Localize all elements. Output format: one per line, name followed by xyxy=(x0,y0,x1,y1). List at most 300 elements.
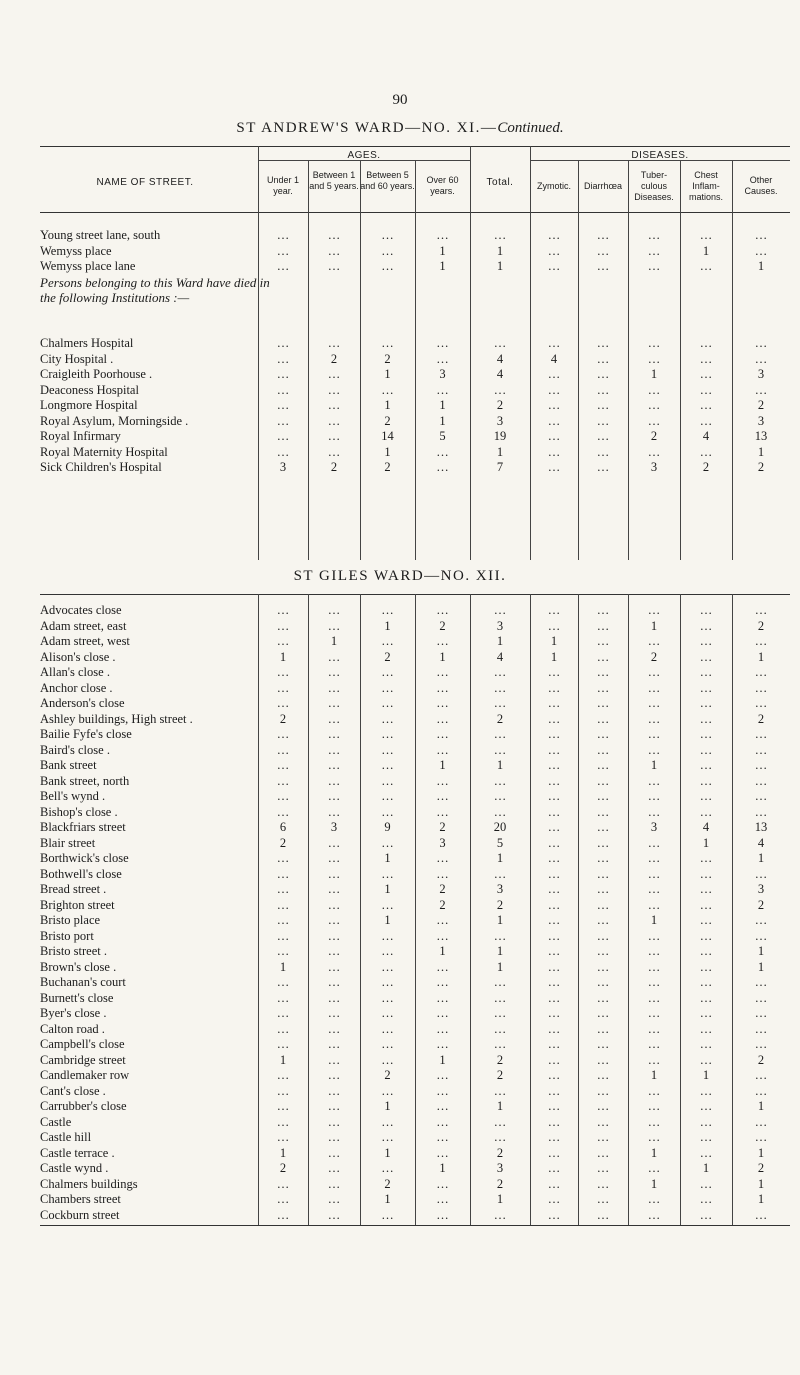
cell-value: … xyxy=(596,866,610,881)
cell-value: … xyxy=(596,243,610,258)
header-diarrhoea: Diarrhœa xyxy=(583,181,622,191)
cell-value: … xyxy=(276,913,290,927)
table-row xyxy=(40,789,790,805)
cell-value: … xyxy=(327,1145,341,1160)
cell-value: … xyxy=(327,228,341,242)
cell-value: … xyxy=(699,975,713,989)
header-age-over60: Over 60 years. xyxy=(426,175,459,196)
header-age-under1: Under 1 year. xyxy=(266,175,300,196)
cell-value: … xyxy=(436,1176,449,1191)
cell-value: 1 xyxy=(496,634,504,648)
cell-value: … xyxy=(699,634,713,648)
cell-value: 2 xyxy=(496,1052,504,1067)
street-name: Wemyss place xyxy=(40,243,112,258)
cell-value: … xyxy=(327,742,341,757)
cell-value: … xyxy=(699,882,713,896)
cell-value: 13 xyxy=(754,820,768,834)
cell-value: … xyxy=(276,882,290,896)
cell-value: … xyxy=(699,351,713,366)
table-row xyxy=(40,712,790,728)
cell-value: … xyxy=(276,696,290,710)
cell-value: 2 xyxy=(279,835,287,850)
cell-value: … xyxy=(327,398,341,412)
street-name: Brighton street xyxy=(40,897,115,912)
cell-value: … xyxy=(647,413,661,428)
cell-value: … xyxy=(547,243,561,258)
cell-value: 1 xyxy=(439,259,446,273)
cell-value: … xyxy=(547,1145,561,1160)
cell-value: … xyxy=(754,243,768,258)
cell-value: … xyxy=(493,866,507,881)
table-row xyxy=(40,851,790,867)
cell-value: … xyxy=(699,649,713,664)
cell-value: 1 xyxy=(279,1052,287,1067)
cell-value: … xyxy=(699,913,713,927)
cell-value: 1 xyxy=(702,1068,710,1082)
cell-value: 1 xyxy=(279,959,287,974)
cell-value: … xyxy=(493,382,507,397)
street-name: Baird's close . xyxy=(40,742,110,757)
cell-value: … xyxy=(381,711,394,726)
cell-value: … xyxy=(327,835,341,850)
cell-value: … xyxy=(436,336,449,350)
table-row xyxy=(40,1192,790,1208)
cell-value: 1 xyxy=(439,1052,446,1067)
table-row xyxy=(40,665,790,681)
cell-value: … xyxy=(547,975,561,989)
table-row xyxy=(40,414,790,430)
cell-value: … xyxy=(381,382,394,397)
table-row xyxy=(40,445,790,461)
cell-value: 1 xyxy=(330,634,338,648)
cell-value: … xyxy=(596,1021,610,1036)
cell-value: … xyxy=(596,649,610,664)
cell-value: … xyxy=(436,959,449,974)
cell-value: … xyxy=(547,1114,561,1129)
cell-value: … xyxy=(647,866,661,881)
cell-value: 1 xyxy=(757,959,765,974)
cell-value: … xyxy=(596,975,610,989)
cell-value: 2 xyxy=(384,460,391,474)
cell-value: … xyxy=(754,928,768,943)
cell-value: … xyxy=(754,1021,768,1036)
cell-value: … xyxy=(596,1099,610,1113)
cell-value: … xyxy=(699,851,713,865)
cell-value: … xyxy=(547,680,561,695)
cell-value: … xyxy=(381,1021,394,1036)
cell-value: 1 xyxy=(757,851,765,865)
cell-value: … xyxy=(699,758,713,772)
cell-value: … xyxy=(547,866,561,881)
header-diseases: DISEASES. xyxy=(631,150,689,161)
cell-value: 1 xyxy=(384,1099,391,1113)
cell-value: … xyxy=(647,1114,661,1129)
cell-value: 1 xyxy=(439,758,446,772)
cell-value: … xyxy=(596,773,610,788)
table-row xyxy=(40,429,790,445)
cell-value: 3 xyxy=(496,1161,504,1175)
cell-value: … xyxy=(381,1006,394,1020)
cell-value: … xyxy=(327,367,341,381)
street-name: Byer's close . xyxy=(40,1006,107,1020)
street-name: Campbell's close xyxy=(40,1037,125,1051)
table-row xyxy=(40,1053,790,1069)
cell-value: … xyxy=(436,1192,449,1206)
table-row xyxy=(40,898,790,914)
cell-value: … xyxy=(381,634,394,648)
street-name: Adam street, west xyxy=(40,634,130,648)
header-total: Total. xyxy=(486,177,514,188)
cell-value: … xyxy=(754,351,768,366)
street-name: Bank street, north xyxy=(40,773,130,788)
cell-value: … xyxy=(754,727,768,741)
cell-value: … xyxy=(436,990,449,1005)
page-title xyxy=(0,120,800,137)
cell-value: … xyxy=(647,804,661,819)
cell-value: 2 xyxy=(384,1176,391,1191)
cell-value: … xyxy=(547,259,561,273)
cell-value: … xyxy=(699,680,713,695)
cell-value: … xyxy=(647,851,661,865)
cell-value: … xyxy=(327,649,341,664)
cell-value: … xyxy=(596,259,610,273)
cell-value: … xyxy=(699,1037,713,1051)
cell-value: 1 xyxy=(384,398,391,412)
cell-value: … xyxy=(699,1176,713,1191)
cell-value: 2 xyxy=(330,351,338,366)
cell-value: … xyxy=(276,1006,290,1020)
table-row xyxy=(40,882,790,898)
cell-value: 1 xyxy=(757,259,765,273)
street-name: Young street lane, south xyxy=(40,228,161,242)
street-name: Bothwell's close xyxy=(40,866,122,881)
cell-value: … xyxy=(547,758,561,772)
cell-value: … xyxy=(547,228,561,242)
cell-value: … xyxy=(547,959,561,974)
cell-value: … xyxy=(754,773,768,788)
cell-value: … xyxy=(547,444,561,459)
cell-value: … xyxy=(436,1006,449,1020)
cell-value: … xyxy=(647,382,661,397)
cell-value: … xyxy=(436,742,449,757)
cell-value: … xyxy=(754,758,768,772)
cell-value: … xyxy=(493,727,507,741)
table-row xyxy=(40,743,790,759)
cell-value: … xyxy=(754,1037,768,1051)
cell-value: … xyxy=(436,665,449,679)
cell-value: … xyxy=(596,913,610,927)
cell-value: 2 xyxy=(384,649,391,664)
title-continued: Continued. xyxy=(497,120,564,136)
section-a-rows xyxy=(40,228,790,275)
cell-value: … xyxy=(547,711,561,726)
cell-value: 1 xyxy=(496,913,504,927)
cell-value: … xyxy=(381,680,394,695)
cell-value: 1 xyxy=(650,758,658,772)
cell-value: … xyxy=(596,1114,610,1129)
cell-value: … xyxy=(547,1192,561,1206)
cell-value: … xyxy=(493,789,507,803)
cell-value: … xyxy=(327,804,341,819)
street-name: Buchanan's court xyxy=(40,975,126,989)
cell-value: 1 xyxy=(650,1068,658,1082)
cell-value: … xyxy=(699,367,713,381)
table-row xyxy=(40,383,790,399)
cell-value: … xyxy=(547,1207,561,1222)
cell-value: … xyxy=(647,835,661,850)
cell-value: … xyxy=(647,1006,661,1020)
cell-value: … xyxy=(436,1037,449,1051)
cell-value: … xyxy=(596,680,610,695)
cell-value: … xyxy=(436,444,449,459)
cell-value: … xyxy=(699,727,713,741)
cell-value: … xyxy=(699,711,713,726)
cell-value: … xyxy=(699,897,713,912)
street-name: Anchor close . xyxy=(40,680,113,695)
table-row xyxy=(40,634,790,650)
cell-value: … xyxy=(547,789,561,803)
cell-value: … xyxy=(493,990,507,1005)
street-name: Bishop's close . xyxy=(40,804,118,819)
cell-value: … xyxy=(493,1083,507,1098)
cell-value: … xyxy=(547,382,561,397)
cell-value: 3 xyxy=(496,413,504,428)
cell-value: … xyxy=(327,990,341,1005)
cell-value: … xyxy=(699,804,713,819)
cell-value: … xyxy=(699,1192,713,1206)
header-other: Other Causes. xyxy=(744,175,778,196)
cell-value: 4 xyxy=(702,429,710,443)
cell-value: … xyxy=(327,243,341,258)
cell-value: … xyxy=(596,1083,610,1098)
cell-value: … xyxy=(327,382,341,397)
cell-value: 1 xyxy=(650,1145,658,1160)
cell-value: … xyxy=(647,882,661,896)
cell-value: … xyxy=(276,1021,290,1036)
cell-value: 2 xyxy=(496,1145,504,1160)
cell-value: … xyxy=(436,680,449,695)
street-name: Allan's close . xyxy=(40,665,110,679)
cell-value: 3 xyxy=(439,835,446,850)
cell-value: … xyxy=(699,603,713,617)
cell-value: … xyxy=(436,866,449,881)
cell-value: … xyxy=(647,773,661,788)
cell-value: 2 xyxy=(439,897,446,912)
cell-value: … xyxy=(327,758,341,772)
street-name: Bristo street . xyxy=(40,944,108,958)
table-row xyxy=(40,1177,790,1193)
table-row xyxy=(40,619,790,635)
cell-value: … xyxy=(699,1099,713,1113)
cell-value: … xyxy=(436,1099,449,1113)
section2-title: ST GILES WARD—NO. XII. xyxy=(293,568,507,584)
cell-value: … xyxy=(276,990,290,1005)
cell-value: … xyxy=(327,665,341,679)
cell-value: … xyxy=(699,1006,713,1020)
cell-value: … xyxy=(547,665,561,679)
cell-value: … xyxy=(596,1037,610,1051)
table-row xyxy=(40,259,790,275)
street-name: Brown's close . xyxy=(40,959,117,974)
cell-value: … xyxy=(647,603,661,617)
cell-value: … xyxy=(436,460,449,474)
table-row xyxy=(40,1115,790,1131)
cell-value: 1 xyxy=(650,913,658,927)
cell-value: … xyxy=(699,1052,713,1067)
cell-value: 1 xyxy=(384,618,391,633)
cell-value: … xyxy=(754,680,768,695)
cell-value: … xyxy=(596,665,610,679)
street-name: Castle wynd . xyxy=(40,1161,109,1175)
cell-value: … xyxy=(327,1176,341,1191)
cell-value: … xyxy=(327,1192,341,1206)
cell-value: … xyxy=(647,990,661,1005)
table-row xyxy=(40,1037,790,1053)
cell-value: … xyxy=(327,789,341,803)
cell-value: … xyxy=(754,228,768,242)
table-row xyxy=(40,244,790,260)
cell-value: … xyxy=(699,444,713,459)
cell-value: 3 xyxy=(496,618,504,633)
street-name: Royal Asylum, Morningside . xyxy=(40,413,189,428)
cell-value: … xyxy=(547,851,561,865)
cell-value: … xyxy=(276,851,290,865)
cell-value: … xyxy=(754,804,768,819)
cell-value: … xyxy=(327,913,341,927)
cell-value: … xyxy=(436,928,449,943)
cell-value: … xyxy=(493,804,507,819)
cell-value: 1 xyxy=(384,851,391,865)
cell-value: … xyxy=(436,603,449,617)
cell-value: 14 xyxy=(381,429,394,443)
cell-value: … xyxy=(327,1114,341,1129)
table-row xyxy=(40,929,790,945)
header-ages: AGES. xyxy=(347,150,381,161)
cell-value: 2 xyxy=(757,398,765,412)
cell-value: … xyxy=(754,1068,768,1082)
cell-value: … xyxy=(276,634,290,648)
cell-value: … xyxy=(381,897,394,912)
cell-value: 3 xyxy=(757,413,765,428)
cell-value: … xyxy=(647,975,661,989)
cell-value: … xyxy=(493,336,507,350)
cell-value: … xyxy=(381,742,394,757)
cell-value: … xyxy=(647,351,661,366)
cell-value: 4 xyxy=(496,367,504,381)
cell-value: … xyxy=(493,1130,507,1144)
cell-value: 3 xyxy=(439,367,446,381)
cell-value: … xyxy=(647,1207,661,1222)
cell-value: 2 xyxy=(757,897,765,912)
cell-value: … xyxy=(699,990,713,1005)
cell-value: … xyxy=(276,1099,290,1113)
cell-value: … xyxy=(596,336,610,350)
cell-value: 2 xyxy=(384,413,391,428)
cell-value: … xyxy=(647,1083,661,1098)
cell-value: … xyxy=(276,259,290,273)
table-row xyxy=(40,1068,790,1084)
cell-value: 1 xyxy=(757,1145,765,1160)
cell-value: … xyxy=(754,742,768,757)
cell-value: 1 xyxy=(496,243,504,258)
table-row xyxy=(40,681,790,697)
cell-value: … xyxy=(381,727,394,741)
cell-value: … xyxy=(276,1176,290,1191)
cell-value: … xyxy=(276,727,290,741)
cell-value: … xyxy=(596,228,610,242)
cell-value: … xyxy=(596,835,610,850)
cell-value: … xyxy=(596,444,610,459)
cell-value: … xyxy=(547,1052,561,1067)
cell-value: 2 xyxy=(757,618,765,633)
cell-value: 1 xyxy=(496,259,504,273)
street-name: Chalmers buildings xyxy=(40,1176,138,1191)
cell-value: 1 xyxy=(496,944,504,958)
table-row xyxy=(40,913,790,929)
institutions-heading: Persons belonging to this Ward have died in the following Institutions :— xyxy=(40,275,270,305)
cell-value: … xyxy=(647,711,661,726)
cell-value: … xyxy=(276,336,290,350)
cell-value: … xyxy=(754,603,768,617)
cell-value: 1 xyxy=(384,882,391,896)
street-name: Bristo place xyxy=(40,913,101,927)
cell-value: … xyxy=(754,866,768,881)
cell-value: … xyxy=(327,959,341,974)
cell-value: … xyxy=(276,789,290,803)
cell-value: 1 xyxy=(439,649,446,664)
cell-value: … xyxy=(699,1145,713,1160)
table-row xyxy=(40,398,790,414)
street-name: Castle terrace . xyxy=(40,1145,115,1160)
cell-value: … xyxy=(381,336,394,350)
cell-value: … xyxy=(699,1130,713,1144)
cell-value: … xyxy=(381,944,394,958)
cell-value: 3 xyxy=(496,882,504,896)
cell-value: 1 xyxy=(757,1176,765,1191)
cell-value: … xyxy=(754,634,768,648)
table-row xyxy=(40,774,790,790)
cell-value: … xyxy=(381,665,394,679)
cell-value: 1 xyxy=(496,1099,504,1113)
table-row xyxy=(40,352,790,368)
cell-value: … xyxy=(647,959,661,974)
cell-value: 1 xyxy=(279,1145,287,1160)
street-name: Blair street xyxy=(40,835,96,850)
cell-value: … xyxy=(699,742,713,757)
cell-value: … xyxy=(647,897,661,912)
cell-value: 1 xyxy=(496,444,504,459)
cell-value: … xyxy=(596,460,610,474)
cell-value: … xyxy=(699,336,713,350)
table-row xyxy=(40,460,790,476)
cell-value: … xyxy=(647,944,661,958)
cell-value: … xyxy=(436,789,449,803)
cell-value: … xyxy=(596,634,610,648)
cell-value: 1 xyxy=(550,634,558,648)
cell-value: 1 xyxy=(757,1099,765,1113)
cell-value: … xyxy=(647,1192,661,1206)
cell-value: … xyxy=(436,1207,449,1222)
cell-value: 1 xyxy=(384,913,391,927)
cell-value: … xyxy=(647,727,661,741)
cell-value: 1 xyxy=(757,944,765,958)
cell-value: … xyxy=(596,804,610,819)
street-name: Deaconess Hospital xyxy=(40,382,139,397)
cell-value: 1 xyxy=(650,618,658,633)
cell-value: … xyxy=(699,618,713,633)
cell-value: 1 xyxy=(757,649,765,664)
cell-value: 2 xyxy=(439,882,446,896)
